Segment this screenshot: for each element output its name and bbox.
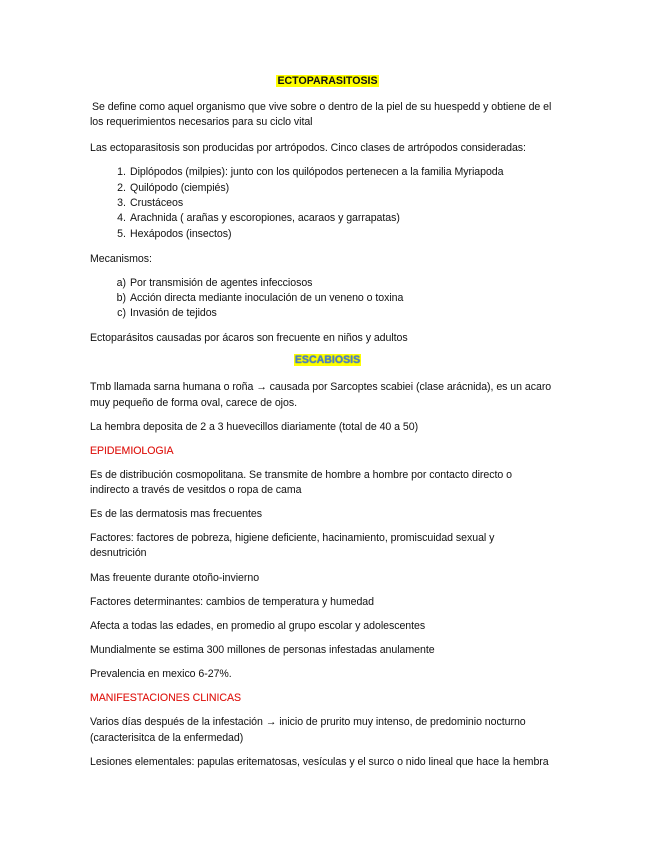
epi-paragraph-3-line-2: desnutrición <box>90 547 147 559</box>
epi-paragraph-4: Mas freuente durante otoño-invierno <box>90 572 260 584</box>
intro-paragraph: Las ectoparasitosis son producidas por artrópodos. Cinco clases de artrópodos consideradas: <box>90 142 526 154</box>
definition-line-1: Se define como aquel organismo que vive sobre o dentro de la piel de su huespedd y obtiene de el <box>92 101 552 113</box>
list-item: Diplópodos (milpies): junto con los quilópodos pertenecen a la familia Myriapoda <box>130 166 504 178</box>
epi-paragraph-7: Mundialmente se estima 300 millones de personas infestadas anulamente <box>90 644 435 656</box>
list-marker: a) <box>116 277 126 289</box>
list-marker: 3. <box>117 197 126 209</box>
list-marker: 4. <box>117 212 126 224</box>
epi-paragraph-3-line-1: Factores: factores de pobreza, higiene deficiente, hacinamiento, promiscuidad sexual y <box>90 532 495 544</box>
epi-paragraph-6: Afecta a todas las edades, en promedio al grupo escolar y adolescentes <box>90 620 426 632</box>
scabies-line-1: Tmb llamada sarna humana o roña → causada por Sarcoptes scabiei (clase arácnida), es un acaro <box>90 381 552 393</box>
document-title: ECTOPARASITOSIS <box>277 75 378 87</box>
scabies-line-2: muy pequeño de forma oval, carece de ojos. <box>90 397 297 409</box>
clinical-paragraph-1-line-2: (caracterisitca de la enfermedad) <box>90 732 244 744</box>
section-title-escabiosis: ESCABIOSIS <box>294 354 361 366</box>
epi-paragraph-5: Factores determinantes: cambios de temperatura y humedad <box>90 596 374 608</box>
heading-epidemiologia: EPIDEMIOLOGIA <box>90 445 174 457</box>
list-item: Quilópodo (ciempiés) <box>130 182 230 194</box>
list-marker: 5. <box>117 228 126 240</box>
list-marker: 1. <box>117 166 126 178</box>
list-item: Acción directa mediante inoculación de un veneno o toxina <box>130 292 404 304</box>
mechanisms-label: Mecanismos: <box>90 253 152 265</box>
epi-paragraph-2: Es de las dermatosis mas frecuentes <box>90 508 262 520</box>
list-marker: b) <box>116 292 126 304</box>
ectoparasites-note: Ectoparásitos causadas por ácaros son frecuente en niños y adultos <box>90 332 408 344</box>
list-item: Hexápodos (insectos) <box>130 228 232 240</box>
heading-manifestaciones-clinicas: MANIFESTACIONES CLINICAS <box>90 692 242 704</box>
list-item: Invasión de tejidos <box>130 307 217 319</box>
clinical-paragraph-2: Lesiones elementales: papulas eritematosas, vesículas y el surco o nido lineal que hace la hembra <box>90 756 549 768</box>
list-item: Crustáceos <box>130 197 184 209</box>
epi-paragraph-8: Prevalencia en mexico 6-27%. <box>90 668 232 680</box>
clinical-paragraph-1-line-1: Varios días después de la infestación → inicio de prurito muy intenso, de predominio nocturno <box>90 716 526 728</box>
list-item: Por transmisión de agentes infecciosos <box>130 277 313 289</box>
list-marker: c) <box>117 307 126 319</box>
list-item: Arachnida ( arañas y escoropiones, acaraos y garrapatas) <box>130 212 400 224</box>
list-marker: 2. <box>117 182 126 194</box>
epi-paragraph-1-line-1: Es de distribución cosmopolitana. Se transmite de hombre a hombre por contacto directo o <box>90 469 512 481</box>
epi-paragraph-1-line-2: indirecto a través de vesitdos o ropa de cama <box>90 484 302 496</box>
scabies-eggs: La hembra deposita de 2 a 3 huevecillos diariamente (total de 40 a 50) <box>90 421 419 433</box>
definition-line-2: los requerimientos necesarios para su ciclo vital <box>90 116 313 128</box>
